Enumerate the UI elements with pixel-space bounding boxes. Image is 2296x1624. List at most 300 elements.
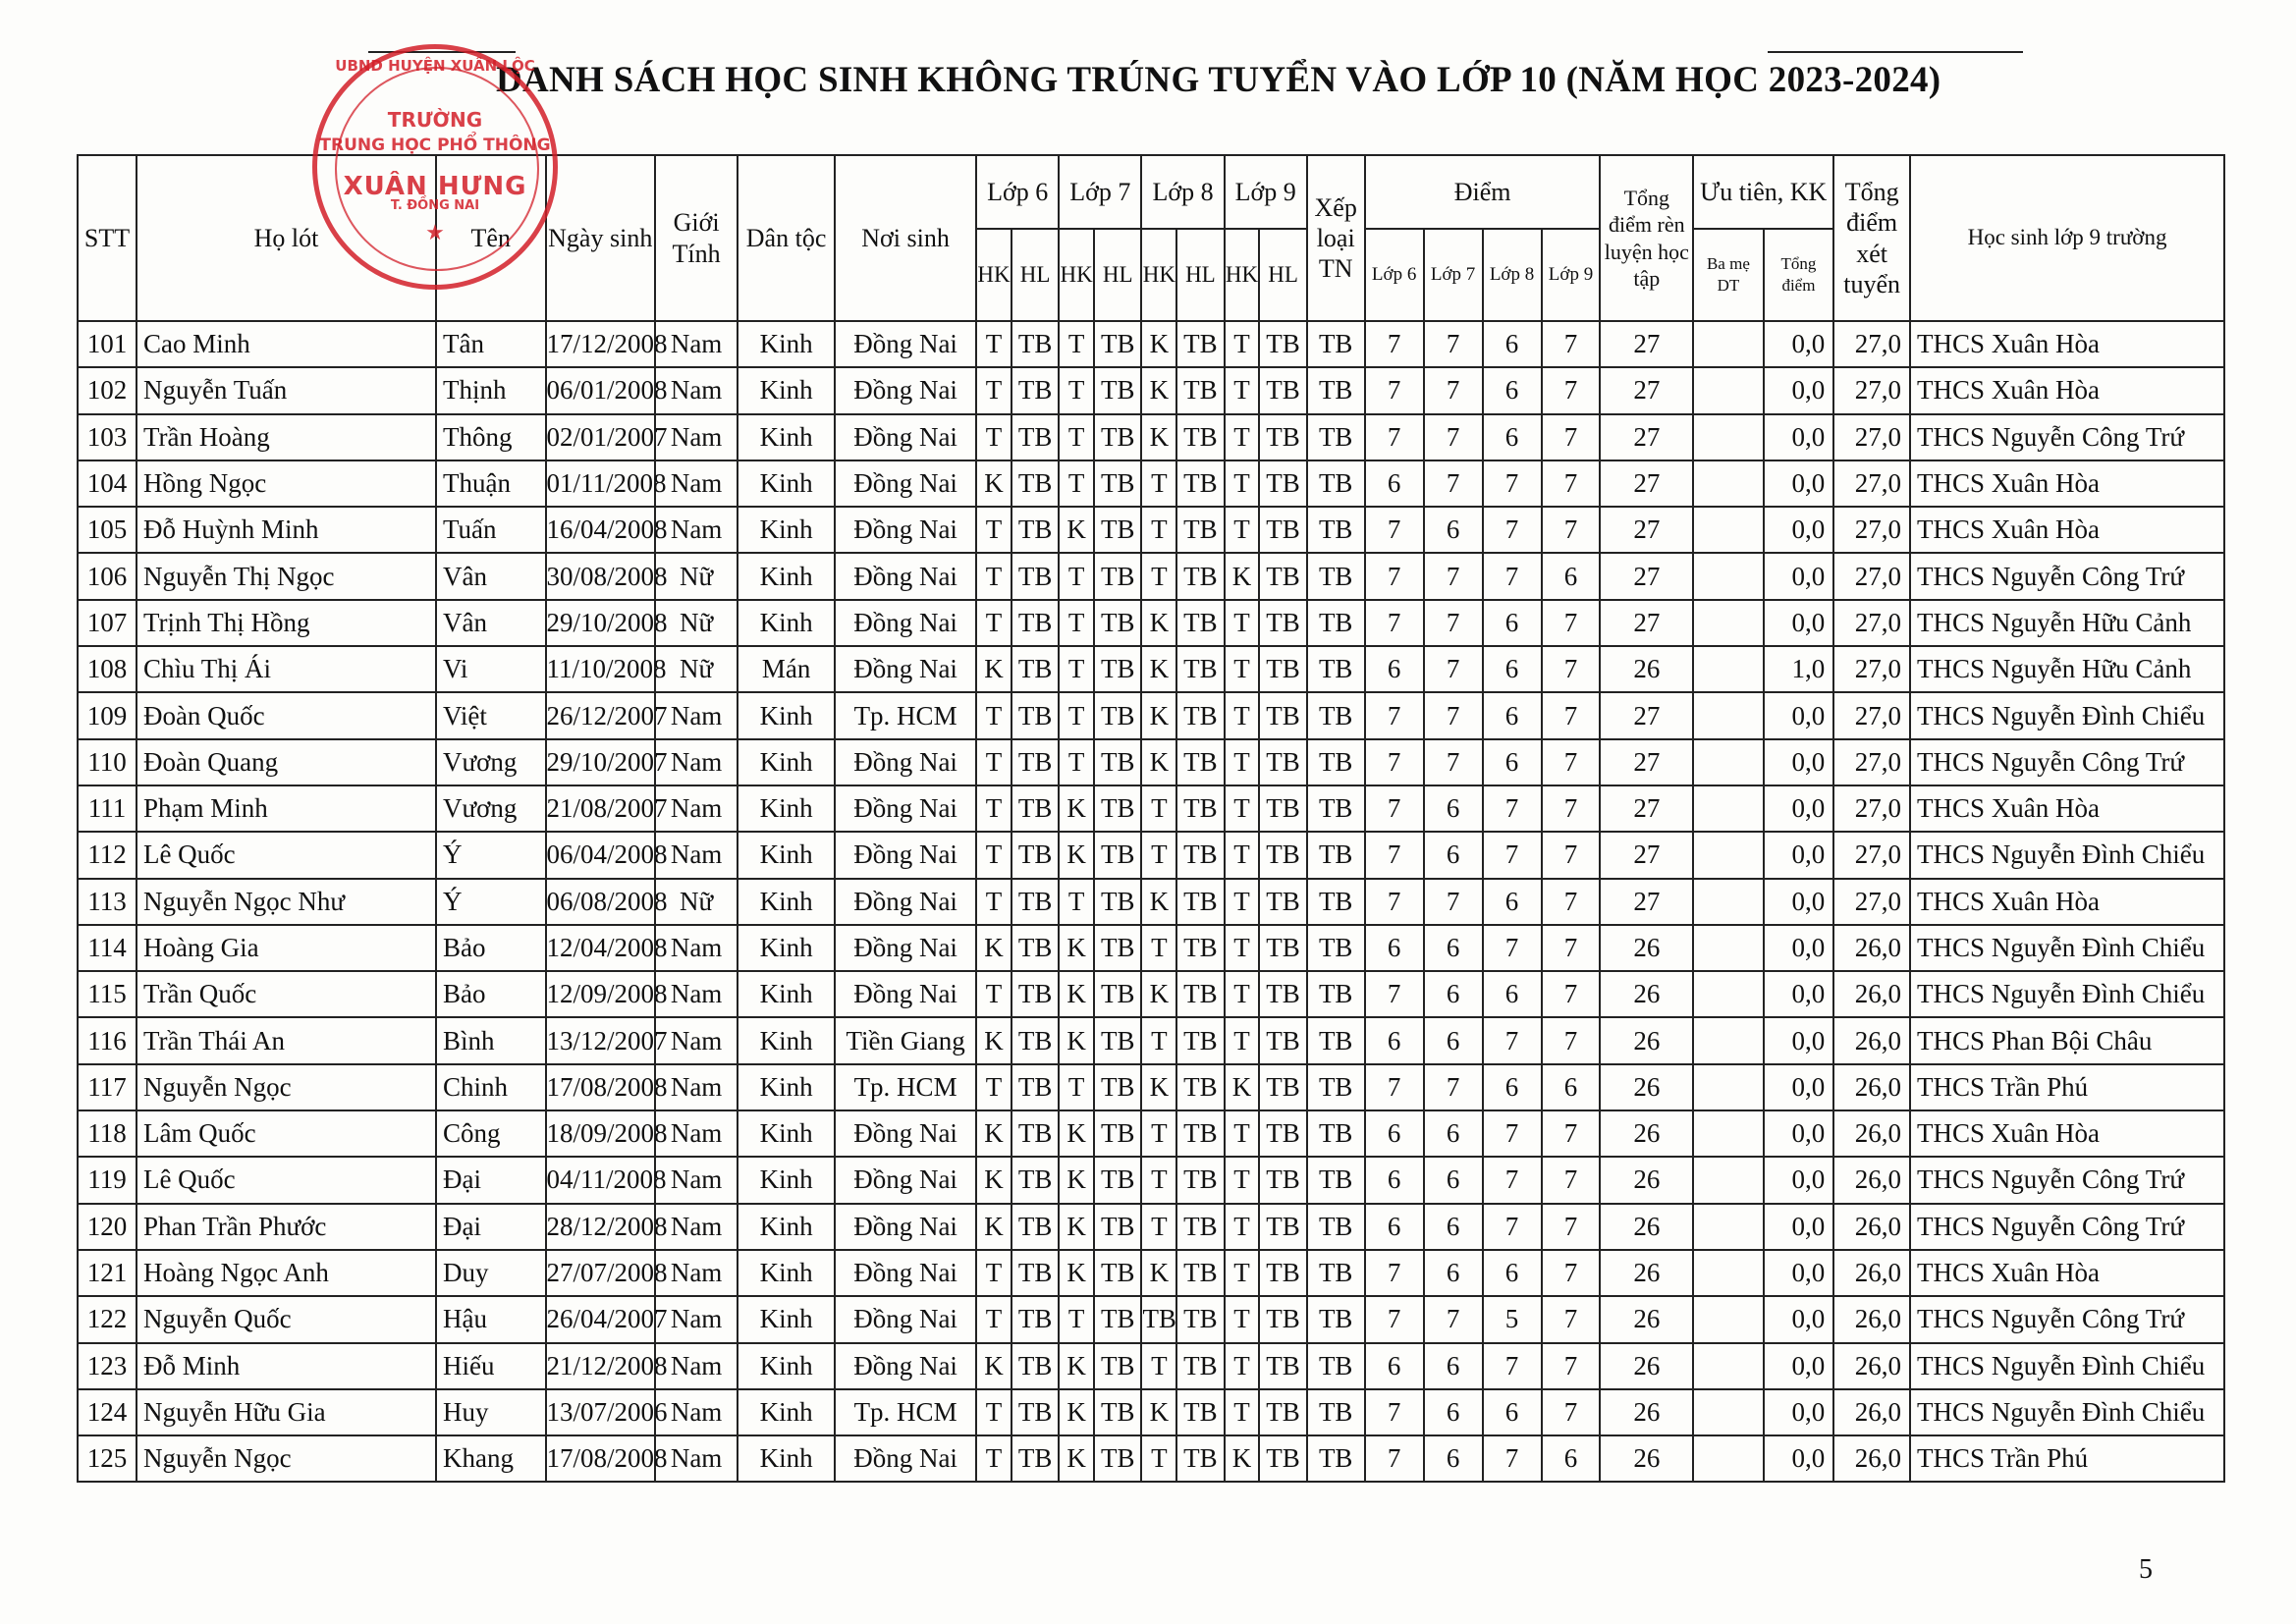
table-cell: TB bbox=[1259, 1157, 1306, 1203]
table-cell: 27 bbox=[1600, 739, 1693, 785]
table-cell: 1,0 bbox=[1764, 646, 1834, 692]
table-cell: Nam bbox=[655, 1017, 738, 1063]
table-cell: Nam bbox=[655, 1157, 738, 1203]
table-cell: 0,0 bbox=[1764, 692, 1834, 738]
header-rule-right bbox=[1768, 51, 2023, 53]
table-cell: Nguyễn Ngọc bbox=[137, 1435, 436, 1482]
table-cell: 26,0 bbox=[1833, 1204, 1910, 1250]
table-cell: 21/08/2007 bbox=[546, 785, 656, 832]
table-cell: Đại bbox=[436, 1204, 546, 1250]
table-cell: 26,0 bbox=[1833, 1110, 1910, 1157]
table-cell: 0,0 bbox=[1764, 414, 1834, 460]
table-cell: TB bbox=[1259, 414, 1306, 460]
table-cell: Kinh bbox=[738, 1204, 835, 1250]
table-cell: Lê Quốc bbox=[137, 1157, 436, 1203]
header-stt: STT bbox=[78, 155, 137, 321]
header-lop8: Lớp 8 bbox=[1141, 155, 1224, 229]
table-cell: K bbox=[976, 1343, 1011, 1389]
table-cell: T bbox=[976, 832, 1011, 878]
table-cell: 7 bbox=[1365, 785, 1424, 832]
table-cell: K bbox=[1225, 1435, 1260, 1482]
header-tong-diem-ut: Tổng điểm bbox=[1764, 229, 1834, 321]
table-cell: Nguyễn Quốc bbox=[137, 1296, 436, 1342]
table-cell: 125 bbox=[78, 1435, 137, 1482]
table-cell: 29/10/2007 bbox=[546, 739, 656, 785]
table-cell: T bbox=[1059, 1064, 1094, 1110]
header-hl: HL bbox=[1011, 229, 1059, 321]
table-cell: 7 bbox=[1365, 1389, 1424, 1435]
table-cell: K bbox=[1141, 739, 1176, 785]
table-cell: 17/08/2008 bbox=[546, 1435, 656, 1482]
table-cell: Tp. HCM bbox=[835, 1389, 976, 1435]
table-cell: TB bbox=[1307, 971, 1365, 1017]
table-cell: Kinh bbox=[738, 832, 835, 878]
header-ba-me-dt: Ba mẹ DT bbox=[1693, 229, 1764, 321]
table-cell: TB bbox=[1176, 367, 1224, 413]
table-cell: TB bbox=[1094, 460, 1141, 507]
table-cell: Duy bbox=[436, 1250, 546, 1296]
table-body bbox=[78, 321, 2224, 1482]
table-cell: 26,0 bbox=[1833, 1435, 1910, 1482]
table-cell: Tiền Giang bbox=[835, 1017, 976, 1063]
table-cell: T bbox=[1059, 600, 1094, 646]
table-cell: Phan Trần Phước bbox=[137, 1204, 436, 1250]
header-diem-lop7: Lớp 7 bbox=[1424, 229, 1483, 321]
table-cell: 109 bbox=[78, 692, 137, 738]
table-cell: TB bbox=[1307, 460, 1365, 507]
table-cell: Đồng Nai bbox=[835, 785, 976, 832]
table-cell: 6 bbox=[1424, 832, 1483, 878]
table-row bbox=[78, 1157, 2224, 1203]
table-cell: TB bbox=[1176, 1389, 1224, 1435]
table-cell: 7 bbox=[1424, 414, 1483, 460]
table-row bbox=[78, 739, 2224, 785]
table-cell: Kinh bbox=[738, 1110, 835, 1157]
table-cell: K bbox=[1141, 879, 1176, 925]
table-cell: Nam bbox=[655, 692, 738, 738]
table-cell: TB bbox=[1094, 1017, 1141, 1063]
table-cell: 7 bbox=[1483, 460, 1542, 507]
table-cell: 13/07/2006 bbox=[546, 1389, 656, 1435]
table-cell: 6 bbox=[1483, 1250, 1542, 1296]
header-diem-lop9: Lớp 9 bbox=[1542, 229, 1601, 321]
table-cell: 7 bbox=[1542, 739, 1601, 785]
table-cell: 6 bbox=[1424, 1435, 1483, 1482]
table-cell: Kinh bbox=[738, 553, 835, 599]
table-cell: K bbox=[1059, 1204, 1094, 1250]
table-cell: Trần Thái An bbox=[137, 1017, 436, 1063]
table-cell: 0,0 bbox=[1764, 1296, 1834, 1342]
table-cell: TB bbox=[1011, 739, 1059, 785]
table-cell: THCS Xuân Hòa bbox=[1910, 785, 2224, 832]
table-cell: Chìu Thị Ái bbox=[137, 646, 436, 692]
table-cell: TB bbox=[1259, 1204, 1306, 1250]
table-cell: 7 bbox=[1424, 692, 1483, 738]
table-cell: K bbox=[976, 925, 1011, 971]
student-table bbox=[77, 154, 2225, 1483]
table-cell bbox=[1693, 1064, 1764, 1110]
table-cell: Công bbox=[436, 1110, 546, 1157]
table-cell: TB bbox=[1094, 553, 1141, 599]
stamp-line-1: TRƯỜNG bbox=[387, 108, 483, 132]
table-cell: TB bbox=[1011, 600, 1059, 646]
table-cell: TB bbox=[1094, 925, 1141, 971]
table-cell: Lâm Quốc bbox=[137, 1110, 436, 1157]
table-cell: 114 bbox=[78, 925, 137, 971]
page-number: 5 bbox=[2139, 1554, 2153, 1585]
table-cell: TB bbox=[1307, 1110, 1365, 1157]
table-cell: TB bbox=[1011, 1064, 1059, 1110]
table-cell: Vương bbox=[436, 785, 546, 832]
table-cell: THCS Nguyễn Đình Chiểu bbox=[1910, 1389, 2224, 1435]
table-cell: TB bbox=[1176, 1017, 1224, 1063]
table-cell: T bbox=[1059, 1296, 1094, 1342]
table-cell: TB bbox=[1307, 832, 1365, 878]
table-cell: Hoàng Ngọc Anh bbox=[137, 1250, 436, 1296]
stamp-star-icon: ★ bbox=[425, 221, 445, 245]
table-cell: 27 bbox=[1600, 785, 1693, 832]
table-cell: K bbox=[1059, 832, 1094, 878]
table-cell: Kinh bbox=[738, 971, 835, 1017]
table-cell: TB bbox=[1011, 414, 1059, 460]
table-cell: TB bbox=[1176, 1064, 1224, 1110]
table-cell: TB bbox=[1011, 692, 1059, 738]
table-cell: 27 bbox=[1600, 553, 1693, 599]
table-cell: 7 bbox=[1424, 321, 1483, 367]
table-cell: 6 bbox=[1365, 646, 1424, 692]
table-cell: T bbox=[1059, 460, 1094, 507]
table-cell: Mán bbox=[738, 646, 835, 692]
table-cell: 7 bbox=[1483, 1157, 1542, 1203]
table-cell: TB bbox=[1176, 692, 1224, 738]
table-cell bbox=[1693, 414, 1764, 460]
table-cell: THCS Nguyễn Công Trứ bbox=[1910, 553, 2224, 599]
table-cell: TB bbox=[1176, 414, 1224, 460]
table-cell: TB bbox=[1307, 1204, 1365, 1250]
table-cell: Nam bbox=[655, 1389, 738, 1435]
table-cell: 0,0 bbox=[1764, 321, 1834, 367]
header-ngay-sinh: Ngày sinh bbox=[546, 155, 656, 321]
table-cell bbox=[1693, 692, 1764, 738]
table-cell: TB bbox=[1259, 1435, 1306, 1482]
table-row bbox=[78, 832, 2224, 878]
header-tong-diem-ren-luyen: Tổng điểm rèn luyện học tập bbox=[1600, 155, 1693, 321]
table-cell: TB bbox=[1259, 971, 1306, 1017]
table-cell: TB bbox=[1176, 879, 1224, 925]
table-cell: T bbox=[1225, 507, 1260, 553]
header-tong-diem-xet-tuyen: Tổng điểm xét tuyển bbox=[1833, 155, 1910, 321]
table-cell: Trần Hoàng bbox=[137, 414, 436, 460]
table-cell: 26,0 bbox=[1833, 1064, 1910, 1110]
table-cell: Vương bbox=[436, 739, 546, 785]
table-cell: Kinh bbox=[738, 414, 835, 460]
table-cell bbox=[1693, 1435, 1764, 1482]
table-cell: TB bbox=[1094, 1064, 1141, 1110]
table-cell: 27,0 bbox=[1833, 460, 1910, 507]
table-cell: THCS Xuân Hòa bbox=[1910, 879, 2224, 925]
table-cell: 7 bbox=[1365, 507, 1424, 553]
table-cell: 27,0 bbox=[1833, 507, 1910, 553]
table-cell: TB bbox=[1307, 646, 1365, 692]
table-cell: 27,0 bbox=[1833, 600, 1910, 646]
table-cell: TB bbox=[1176, 321, 1224, 367]
table-cell: 06/08/2008 bbox=[546, 879, 656, 925]
table-cell: T bbox=[1225, 1389, 1260, 1435]
table-cell: K bbox=[1059, 971, 1094, 1017]
table-cell: T bbox=[1141, 1017, 1176, 1063]
table-cell bbox=[1693, 925, 1764, 971]
table-cell: THCS Phan Bội Châu bbox=[1910, 1017, 2224, 1063]
table-cell: TB bbox=[1307, 553, 1365, 599]
table-cell: T bbox=[1059, 553, 1094, 599]
table-cell: K bbox=[976, 1110, 1011, 1157]
table-cell: TB bbox=[1011, 1017, 1059, 1063]
table-cell: THCS Nguyễn Công Trứ bbox=[1910, 1296, 2224, 1342]
table-cell: 27 bbox=[1600, 414, 1693, 460]
table-cell: 110 bbox=[78, 739, 137, 785]
table-cell: Đồng Nai bbox=[835, 832, 976, 878]
table-cell: Tp. HCM bbox=[835, 1064, 976, 1110]
table-cell: K bbox=[976, 460, 1011, 507]
table-cell: 0,0 bbox=[1764, 507, 1834, 553]
table-cell: TB bbox=[1094, 646, 1141, 692]
table-cell bbox=[1693, 367, 1764, 413]
table-cell: 121 bbox=[78, 1250, 137, 1296]
table-cell: Hiếu bbox=[436, 1343, 546, 1389]
table-cell: 7 bbox=[1483, 553, 1542, 599]
table-cell: 6 bbox=[1542, 553, 1601, 599]
table-cell: 16/04/2008 bbox=[546, 507, 656, 553]
table-row bbox=[78, 600, 2224, 646]
table-cell: T bbox=[976, 1389, 1011, 1435]
table-cell: Hậu bbox=[436, 1296, 546, 1342]
table-cell: K bbox=[1059, 1110, 1094, 1157]
table-cell: 6 bbox=[1365, 1343, 1424, 1389]
table-cell: 124 bbox=[78, 1389, 137, 1435]
table-cell: 27 bbox=[1600, 692, 1693, 738]
table-cell: TB bbox=[1011, 879, 1059, 925]
table-cell: 119 bbox=[78, 1157, 137, 1203]
table-cell: T bbox=[976, 739, 1011, 785]
table-cell: 7 bbox=[1365, 879, 1424, 925]
table-cell: 7 bbox=[1365, 692, 1424, 738]
table-cell: TB bbox=[1176, 925, 1224, 971]
table-cell: Chinh bbox=[436, 1064, 546, 1110]
table-cell: K bbox=[1141, 367, 1176, 413]
table-cell: 7 bbox=[1542, 507, 1601, 553]
table-cell: Ý bbox=[436, 879, 546, 925]
table-cell: Nữ bbox=[655, 879, 738, 925]
table-cell: 27,0 bbox=[1833, 879, 1910, 925]
table-cell bbox=[1693, 1389, 1764, 1435]
table-cell: Nam bbox=[655, 739, 738, 785]
table-cell: Nam bbox=[655, 971, 738, 1017]
table-cell: T bbox=[1225, 879, 1260, 925]
table-cell: T bbox=[976, 1250, 1011, 1296]
table-cell: 0,0 bbox=[1764, 785, 1834, 832]
table-cell: 26 bbox=[1600, 1296, 1693, 1342]
table-cell: T bbox=[1141, 785, 1176, 832]
table-cell: 0,0 bbox=[1764, 971, 1834, 1017]
table-cell: 7 bbox=[1424, 879, 1483, 925]
table-cell: T bbox=[1225, 1250, 1260, 1296]
table-cell: Kinh bbox=[738, 321, 835, 367]
table-cell: 18/09/2008 bbox=[546, 1110, 656, 1157]
table-cell: 6 bbox=[1365, 1017, 1424, 1063]
table-row bbox=[78, 785, 2224, 832]
table-cell: 116 bbox=[78, 1017, 137, 1063]
table-cell: Kinh bbox=[738, 739, 835, 785]
table-cell: K bbox=[1141, 692, 1176, 738]
table-cell: Kinh bbox=[738, 507, 835, 553]
table-cell: Tuấn bbox=[436, 507, 546, 553]
table-cell: TB bbox=[1094, 1157, 1141, 1203]
table-cell: 7 bbox=[1542, 925, 1601, 971]
table-cell: 7 bbox=[1365, 1296, 1424, 1342]
table-cell bbox=[1693, 879, 1764, 925]
table-cell: Nữ bbox=[655, 600, 738, 646]
table-cell: Vân bbox=[436, 553, 546, 599]
table-cell: THCS Nguyễn Đình Chiểu bbox=[1910, 925, 2224, 971]
table-cell: THCS Nguyễn Công Trứ bbox=[1910, 739, 2224, 785]
table-cell: 7 bbox=[1483, 925, 1542, 971]
table-cell: 6 bbox=[1365, 1110, 1424, 1157]
table-cell: 123 bbox=[78, 1343, 137, 1389]
table-cell: 7 bbox=[1424, 646, 1483, 692]
table-cell: TB bbox=[1176, 460, 1224, 507]
table-cell: 7 bbox=[1365, 414, 1424, 460]
table-cell: THCS Nguyễn Đình Chiểu bbox=[1910, 971, 2224, 1017]
table-cell: TB bbox=[1141, 1296, 1176, 1342]
table-cell: THCS Trần Phú bbox=[1910, 1435, 2224, 1482]
table-cell: TB bbox=[1011, 1110, 1059, 1157]
table-cell: TB bbox=[1094, 600, 1141, 646]
table-cell: 7 bbox=[1542, 1343, 1601, 1389]
table-cell bbox=[1693, 1157, 1764, 1203]
table-cell: Kinh bbox=[738, 692, 835, 738]
table-cell: TB bbox=[1307, 321, 1365, 367]
table-cell: 7 bbox=[1542, 1389, 1601, 1435]
table-cell: 26,0 bbox=[1833, 1343, 1910, 1389]
table-cell: Phạm Minh bbox=[137, 785, 436, 832]
table-cell: 26/12/2007 bbox=[546, 692, 656, 738]
table-cell: Nam bbox=[655, 414, 738, 460]
table-cell: Đoàn Quang bbox=[137, 739, 436, 785]
table-cell: THCS Xuân Hòa bbox=[1910, 1110, 2224, 1157]
table-cell: TB bbox=[1094, 1110, 1141, 1157]
table-cell: T bbox=[976, 507, 1011, 553]
table-cell: 02/01/2007 bbox=[546, 414, 656, 460]
table-cell: 106 bbox=[78, 553, 137, 599]
table-cell: 7 bbox=[1365, 600, 1424, 646]
table-cell: 7 bbox=[1542, 971, 1601, 1017]
table-cell: 6 bbox=[1483, 321, 1542, 367]
table-cell: TB bbox=[1176, 1343, 1224, 1389]
table-cell: T bbox=[1225, 600, 1260, 646]
table-cell: K bbox=[1225, 553, 1260, 599]
header-lop6: Lớp 6 bbox=[976, 155, 1059, 229]
table-cell: 29/10/2008 bbox=[546, 600, 656, 646]
table-cell: 26,0 bbox=[1833, 1296, 1910, 1342]
table-cell: TB bbox=[1259, 1296, 1306, 1342]
table-cell bbox=[1693, 832, 1764, 878]
table-cell: T bbox=[976, 367, 1011, 413]
table-cell: Đồng Nai bbox=[835, 971, 976, 1017]
table-cell: Ý bbox=[436, 832, 546, 878]
table-cell: K bbox=[1059, 1389, 1094, 1435]
table-cell: Khang bbox=[436, 1435, 546, 1482]
table-cell: 26 bbox=[1600, 1110, 1693, 1157]
table-cell: T bbox=[976, 1064, 1011, 1110]
table-cell: TB bbox=[1011, 553, 1059, 599]
table-cell: 0,0 bbox=[1764, 1343, 1834, 1389]
table-cell: Cao Minh bbox=[137, 321, 436, 367]
table-cell: Lê Quốc bbox=[137, 832, 436, 878]
table-cell: Đồng Nai bbox=[835, 460, 976, 507]
table-cell: 27,0 bbox=[1833, 739, 1910, 785]
table-cell: T bbox=[1225, 460, 1260, 507]
table-cell: Đồng Nai bbox=[835, 1296, 976, 1342]
header-hk: HK bbox=[1141, 229, 1176, 321]
table-cell: 28/12/2008 bbox=[546, 1204, 656, 1250]
table-row bbox=[78, 1110, 2224, 1157]
table-cell: 26/04/2007 bbox=[546, 1296, 656, 1342]
table-row bbox=[78, 1017, 2224, 1063]
table-cell: 118 bbox=[78, 1110, 137, 1157]
table-cell: TB bbox=[1094, 692, 1141, 738]
table-cell: 120 bbox=[78, 1204, 137, 1250]
table-cell: 6 bbox=[1483, 692, 1542, 738]
table-cell: 6 bbox=[1424, 1157, 1483, 1203]
table-cell: Nam bbox=[655, 367, 738, 413]
table-row bbox=[78, 692, 2224, 738]
table-cell bbox=[1693, 971, 1764, 1017]
table-cell: TB bbox=[1259, 785, 1306, 832]
table-cell: Kinh bbox=[738, 600, 835, 646]
header-hk: HK bbox=[976, 229, 1011, 321]
header-hk: HK bbox=[1059, 229, 1094, 321]
table-cell: Nguyễn Thị Ngọc bbox=[137, 553, 436, 599]
table-cell: 7 bbox=[1424, 600, 1483, 646]
table-cell: 12/04/2008 bbox=[546, 925, 656, 971]
table-cell: Đồng Nai bbox=[835, 739, 976, 785]
table-cell: TB bbox=[1094, 1204, 1141, 1250]
table-cell: TB bbox=[1307, 1157, 1365, 1203]
table-cell: TB bbox=[1094, 1435, 1141, 1482]
table-cell: Tân bbox=[436, 321, 546, 367]
table-cell: TB bbox=[1176, 507, 1224, 553]
table-cell: TB bbox=[1259, 321, 1306, 367]
header-dan-toc: Dân tộc bbox=[738, 155, 835, 321]
table-cell: 27,0 bbox=[1833, 785, 1910, 832]
table-cell: 7 bbox=[1542, 321, 1601, 367]
table-cell: TB bbox=[1011, 460, 1059, 507]
table-cell: Tp. HCM bbox=[835, 692, 976, 738]
table-row bbox=[78, 1204, 2224, 1250]
school-stamp bbox=[312, 44, 558, 290]
table-cell: 6 bbox=[1424, 971, 1483, 1017]
table-cell: T bbox=[1141, 925, 1176, 971]
table-cell: TB bbox=[1094, 971, 1141, 1017]
header-hl: HL bbox=[1176, 229, 1224, 321]
table-cell: Trần Quốc bbox=[137, 971, 436, 1017]
table-cell: 26 bbox=[1600, 1250, 1693, 1296]
table-cell: TB bbox=[1307, 1296, 1365, 1342]
table-cell: TB bbox=[1011, 1204, 1059, 1250]
table-cell: 7 bbox=[1365, 971, 1424, 1017]
header-ho-lot: Họ lót bbox=[137, 155, 436, 321]
table-cell: 27 bbox=[1600, 460, 1693, 507]
